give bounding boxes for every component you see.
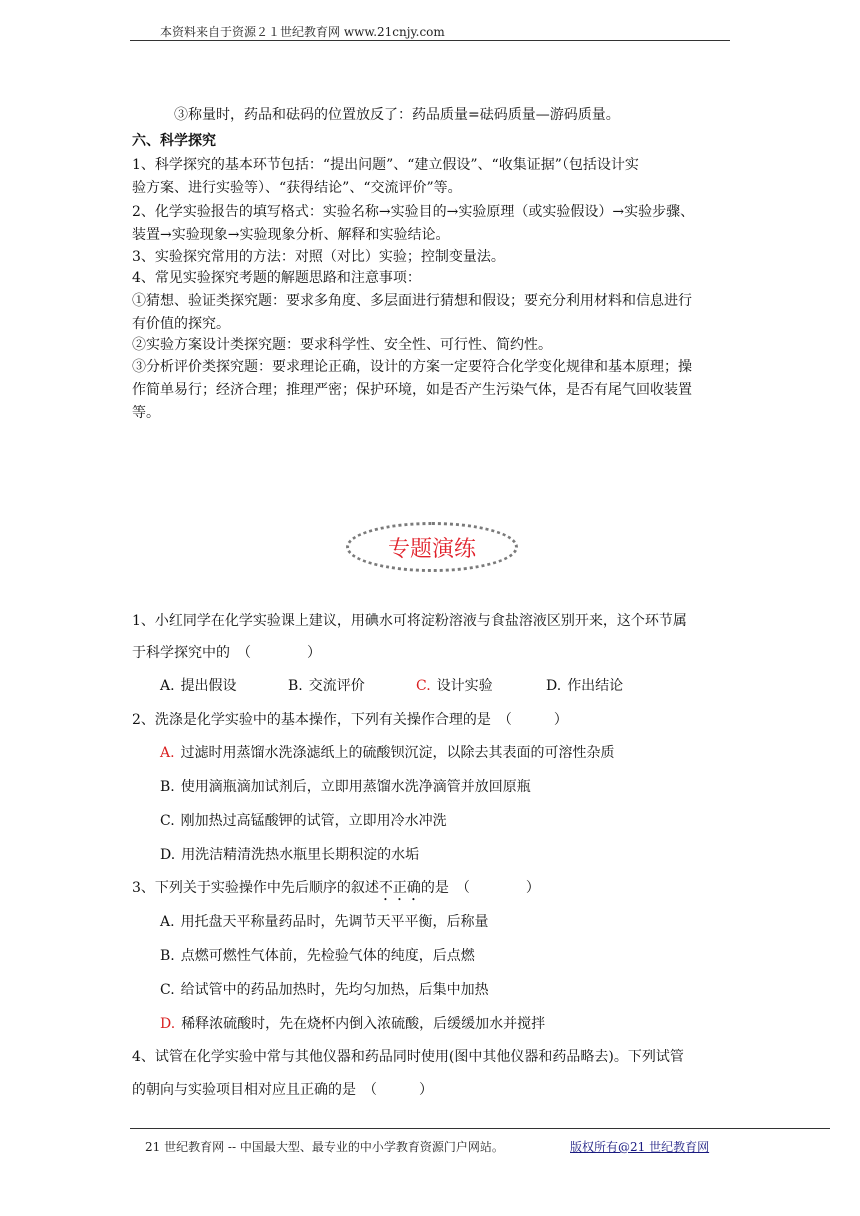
note-line: 装置→实验现象→实验现象分析、解释和实验结论。 xyxy=(132,227,450,243)
note-line: ②实验方案设计类探究题：要求科学性、安全性、可行性、简约性。 xyxy=(132,337,552,353)
question-3-text: 3、下列关于实验操作中先后顺序的叙述不正确的是 （ ） xyxy=(132,880,540,896)
option-a: A. 提出假设 xyxy=(160,678,237,694)
emphasis-not-correct: 不正确 xyxy=(378,880,421,896)
note-line: ③分析评价类探究题：要求理论正确，设计的方案一定要符合化学变化规律和基本原理；操 xyxy=(132,359,692,375)
option-b: B. 交流评价 xyxy=(288,678,365,694)
question-1-text-cont: 于科学探究中的 （ ） xyxy=(132,645,321,661)
section-title: 六、科学探究 xyxy=(132,133,216,149)
note-line: 作简单易行；经济合理；推理严密；保护环境，如是否产生污染气体，是否有尾气回收装置 xyxy=(132,382,692,398)
note-line: 2、化学实验报告的填写格式：实验名称→实验目的→实验原理（或实验假设）→实验步骤、 xyxy=(132,204,695,220)
note-line: 有价值的探究。 xyxy=(132,316,230,332)
option-d: D. 作出结论 xyxy=(546,678,624,694)
badge-label: 专题演练 xyxy=(387,536,476,562)
question-1-text: 1、小红同学在化学实验课上建议，用碘水可将淀粉溶液与食盐溶液区别开来，这个环节属 xyxy=(132,613,687,629)
note-line: 1、科学探究的基本环节包括：“提出问题”、“建立假设”、“收集证据”（包括设计实 xyxy=(132,157,639,173)
footer-divider xyxy=(130,1128,830,1129)
note-line: 3、实验探究常用的方法：对照（对比）实验；控制变量法。 xyxy=(132,249,505,265)
question-2-option-b: B. 使用滴瓶滴加试剂后，立即用蒸馏水洗净滴管并放回原瓶 xyxy=(160,779,531,795)
question-2-option-a: A. 过滤时用蒸馏水洗涤滤纸上的硫酸钡沉淀，以除去其表面的可溶性杂质 xyxy=(160,745,615,761)
balance-note: ③称量时，药品和砝码的位置放反了：药品质量=砝码质量—游码质量。 xyxy=(174,107,620,123)
question-4-text: 4、试管在化学实验中常与其他仪器和药品同时使用(图中其他仪器和药品略去)。下列试管 xyxy=(132,1049,684,1065)
topic-practice-badge xyxy=(346,522,518,572)
note-line: ①猜想、验证类探究题：要求多角度、多层面进行猜想和假设；要充分利用材料和信息进行 xyxy=(132,293,692,309)
copyright-link[interactable]: 版权所有@21 世纪教育网 xyxy=(570,1140,710,1154)
question-3-option-c: C. 给试管中的药品加热时，先均匀加热，后集中加热 xyxy=(160,982,489,998)
question-2-option-d: D. 用洗洁精清洗热水瓶里长期积淀的水垢 xyxy=(160,847,420,863)
page-header: 本资料来自于资源２１世纪教育网 www.21cnjy.com xyxy=(160,25,445,39)
note-line: 4、常见实验探究考题的解题思路和注意事项： xyxy=(132,270,421,286)
question-4-text-cont: 的朝向与实验项目相对应且正确的是 （ ） xyxy=(132,1082,433,1098)
question-2-option-c: C. 刚加热过高锰酸钾的试管，立即用冷水冲洗 xyxy=(160,813,447,829)
footer-text: 21 世纪教育网 -- 中国最大型、最专业的中小学教育资源门户网站。 xyxy=(145,1140,504,1154)
question-3-option-b: B. 点燃可燃性气体前，先检验气体的纯度，后点燃 xyxy=(160,948,475,964)
note-line: 等。 xyxy=(132,405,160,421)
header-divider xyxy=(130,40,730,41)
question-2-text: 2、洗涤是化学实验中的基本操作，下列有关操作合理的是 （ ） xyxy=(132,712,568,728)
note-line: 验方案、进行实验等）、“获得结论”、“交流评价”等。 xyxy=(132,180,462,196)
question-3-option-d: D. 稀释浓硫酸时，先在烧杯内倒入浓硫酸，后缓缓加水并搅拌 xyxy=(160,1016,546,1032)
option-c: C. 设计实验 xyxy=(416,678,493,694)
question-3-option-a: A. 用托盘天平称量药品时，先调节天平平衡，后称量 xyxy=(160,914,489,930)
